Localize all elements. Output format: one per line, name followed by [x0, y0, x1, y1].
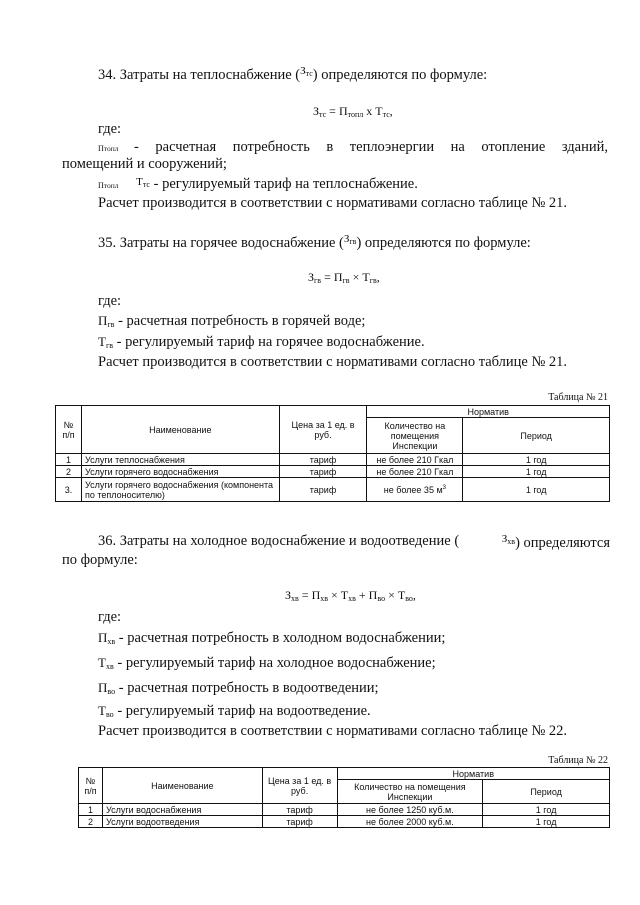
- cell-period: 1 год: [483, 804, 610, 816]
- table-21-header-period: Период: [463, 418, 610, 454]
- def-35-demand: $П_{гв}$ - расчетная потребность в горячей воде;: [98, 313, 366, 329]
- cell-price: тариф: [262, 816, 337, 828]
- section-36-title: 36. Затраты на холодное водоснабжение и водоотведение (: [98, 533, 460, 549]
- table-22-header-price: Цена за 1 ед. в руб.: [262, 768, 337, 804]
- cell-price: тариф: [279, 466, 367, 478]
- p-topl-symbol: Птопл: [98, 144, 119, 153]
- section-36-line2: по формуле:: [62, 552, 138, 568]
- cell-qty: не более 35 $м^3$: [367, 478, 463, 502]
- cell-num: 3.: [56, 478, 82, 502]
- cell-period: 1 год: [463, 466, 610, 478]
- calc-36: Расчет производится в соответствии с нормативами согласно таблице № 22.: [98, 723, 568, 739]
- cell-period: 1 год: [483, 816, 610, 828]
- section-34-title: 34. Затраты на теплоснабжение ($^{З_{тс}}$) определяются по формуле:: [98, 65, 488, 83]
- table-22-header-name: Наименование: [102, 768, 262, 804]
- def-36-cold-demand: $П_{хв}$ - расчетная потребность в холодном водоснабжении;: [98, 630, 446, 646]
- table-22-header-num: № п/п: [79, 768, 103, 804]
- def-34-tariff: Птопл $^{Т_{тс}}$ - регулируемый тариф на теплоснабжение.: [98, 176, 418, 192]
- table-row: [79, 804, 610, 816]
- def-35-tariff: $Т_{гв}$ - регулируемый тариф на горячее водоснабжение.: [98, 334, 425, 350]
- formula-36: $З_{хв} = П_{хв} \times Т_{хв} + П_{во} \times Т_{во}$,: [285, 588, 416, 603]
- cell-qty: не более 210 Гкал: [367, 466, 463, 478]
- p-topl-symbol-2: Птопл: [98, 181, 119, 190]
- formula-35: $З_{гв} = П_{гв} \times Т_{гв}$,: [308, 270, 380, 285]
- cell-name: Услуги водоснабжения: [102, 804, 262, 816]
- section-36-title-end: $^{З_{хв}}$) определяются: [501, 533, 610, 551]
- calc-35: Расчет производится в соответствии с нормативами согласно таблице № 21.: [98, 354, 568, 370]
- cell-name: Услуги горячего водоснабжения: [81, 466, 279, 478]
- cell-num: 1: [56, 454, 82, 466]
- t-tc-symbol: Ттс: [136, 176, 150, 189]
- cell-num: 2: [79, 816, 103, 828]
- table-21-caption: Таблица № 21: [548, 392, 608, 403]
- cell-period: 1 год: [463, 454, 610, 466]
- z-tc-symbol: Зтс: [300, 65, 313, 78]
- table-21-header-price: Цена за 1 ед. в руб.: [279, 406, 367, 454]
- z-hv-symbol: Зхв: [501, 533, 516, 546]
- table-21-header-qty: Количество на помещения Инспекции: [367, 418, 463, 454]
- table-21: [55, 405, 610, 502]
- section-35-title: 35. Затраты на горячее водоснабжение ($^{З_{гв}}$) определяются по формуле:: [98, 233, 531, 251]
- table-22-header-norm: Норматив: [337, 768, 609, 780]
- cell-qty: не более 210 Гкал: [367, 454, 463, 466]
- where-label-34: где:: [98, 121, 122, 137]
- cell-period: 1 год: [463, 478, 610, 502]
- cell-name: Услуги водоотведения: [102, 816, 262, 828]
- z-gv-symbol: Згв: [343, 233, 357, 246]
- table-row: [56, 478, 610, 502]
- def-36-cold-tariff: $Т_{хв}$ - регулируемый тариф на холодное водоснабжение;: [98, 655, 436, 671]
- table-21-header-num: № п/п: [56, 406, 82, 454]
- table-row: [56, 466, 610, 478]
- calc-34: Расчет производится в соответствии с нормативами согласно таблице № 21.: [98, 195, 568, 211]
- cell-price: тариф: [279, 454, 367, 466]
- table-21-header-name: Наименование: [81, 406, 279, 454]
- table-22-header-qty: Количество на помещения Инспекции: [337, 780, 483, 804]
- cell-price: тариф: [279, 478, 367, 502]
- cell-qty: не более 2000 куб.м.: [337, 816, 483, 828]
- def-36-drain-demand: $П_{во}$ - расчетная потребность в водоотведении;: [98, 680, 379, 696]
- table-22-header-period: Период: [483, 780, 610, 804]
- cell-price: тариф: [262, 804, 337, 816]
- def-36-drain-tariff: $Т_{во}$ - регулируемый тариф на водоотведение.: [98, 703, 371, 719]
- def-34-heat-demand: Птопл - расчетная потребность в теплоэнергии на отопление зданий,: [98, 139, 608, 155]
- cell-qty: не более 1250 куб.м.: [337, 804, 483, 816]
- where-label-35: где:: [98, 293, 122, 309]
- cell-name: Услуги теплоснабжения: [81, 454, 279, 466]
- where-label-36: где:: [98, 609, 122, 625]
- cell-name: Услуги горячего водоснабжения (компонента по теплоносителю): [81, 478, 279, 502]
- def-34-line2: помещений и сооружений;: [62, 156, 227, 172]
- table-row: [56, 454, 610, 466]
- table-21-header-norm: Норматив: [367, 406, 610, 418]
- cell-num: 2: [56, 466, 82, 478]
- table-22: [78, 767, 610, 828]
- table-row: [79, 816, 610, 828]
- formula-34: $З_{тс} = П_{топл}$ x $Т_{тс}$,: [313, 104, 393, 119]
- table-22-caption: Таблица № 22: [548, 755, 608, 766]
- cell-num: 1: [79, 804, 103, 816]
